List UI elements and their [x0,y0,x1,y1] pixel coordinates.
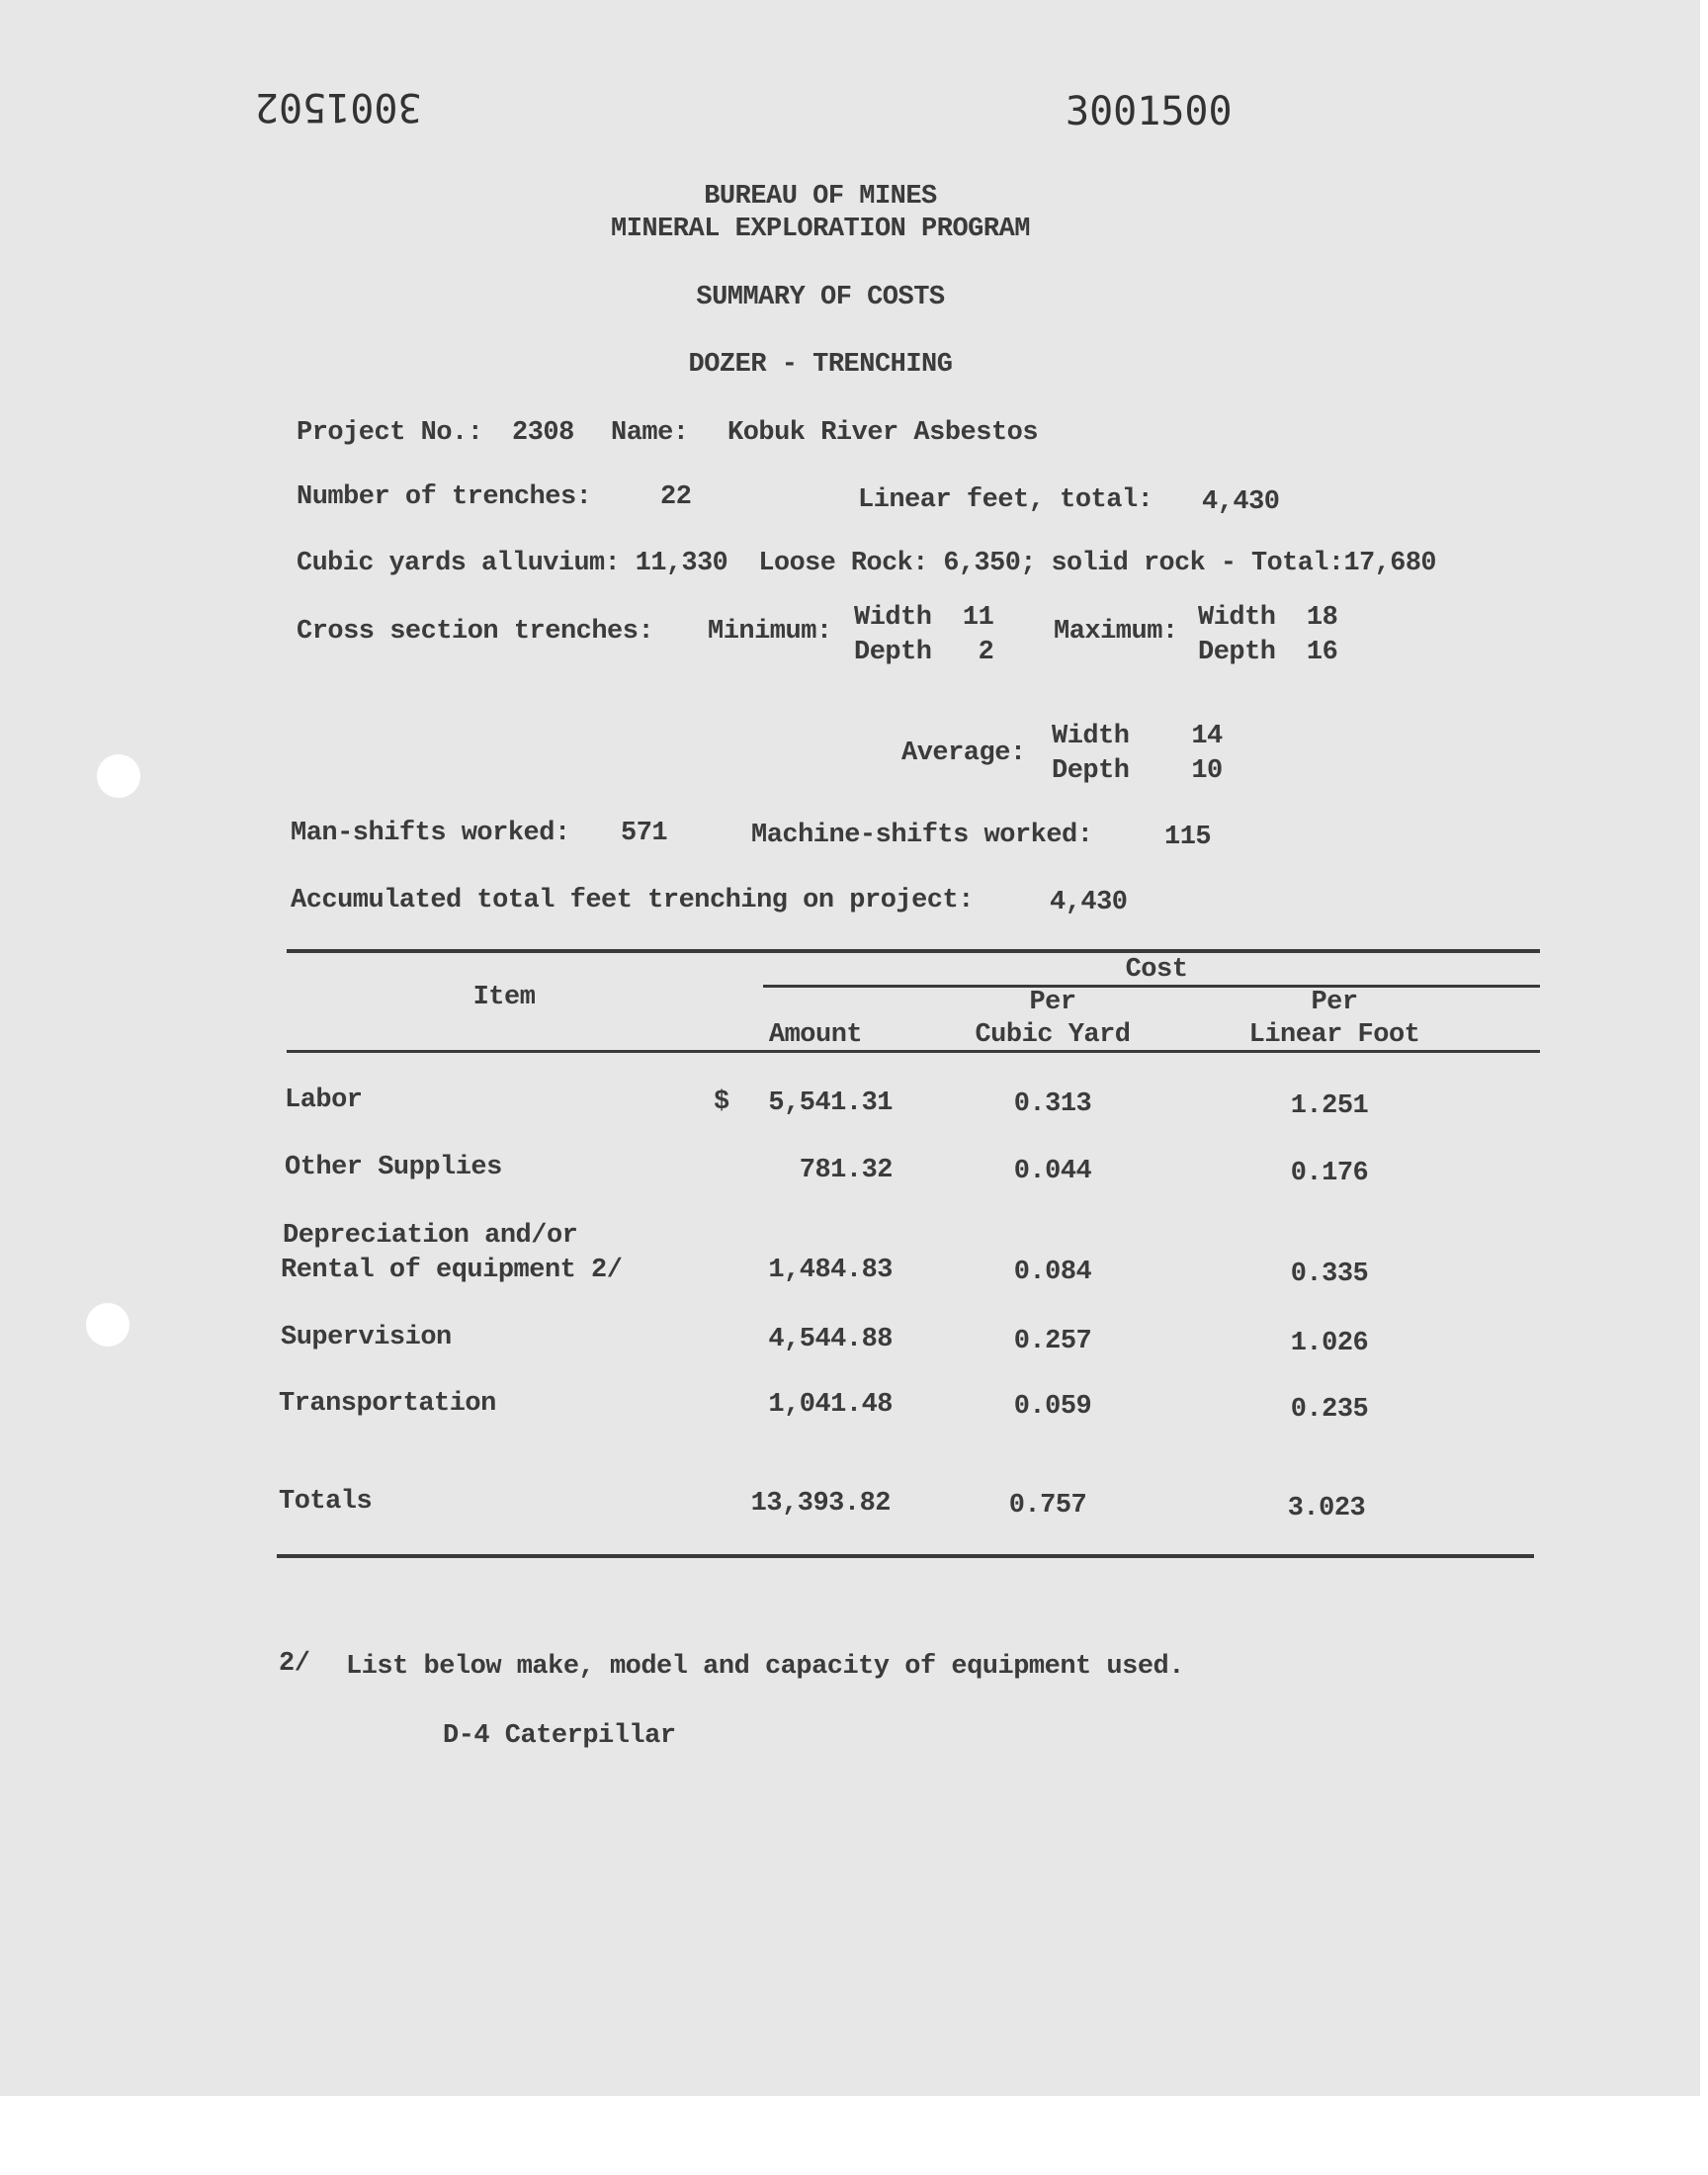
average-depth: Depth 10 [1052,756,1223,786]
header-summary: SUMMARY OF COSTS [696,283,945,312]
linear-feet-label: Linear feet, total: [858,485,1153,515]
punch-hole-upper [97,754,140,798]
header-item: Item [472,983,536,1012]
stamp-number-left: 3001502 [255,84,422,130]
maximum-label: Maximum: [1054,617,1178,647]
header-per-cubic-1: Per [1029,988,1076,1017]
header-per-linear-1: Per [1311,988,1358,1017]
row-per-linear-foot: 1.251 [1290,1091,1369,1121]
header-amount: Amount [768,1020,863,1050]
minimum-depth: Depth 2 [854,638,994,667]
totals-amount: 13,393.82 [750,1489,891,1519]
trenches-value: 22 [660,482,692,512]
average-label: Average: [901,739,1026,768]
table-bottom-rule [277,1554,1534,1558]
row-amount: 1,041.48 [768,1390,893,1420]
row-item-transportation: Transportation [279,1389,496,1419]
row-item-supervision: Supervision [281,1323,452,1352]
cubic-yards-line: Cubic yards alluvium: 11,330 Loose Rock: 6,350; solid rock - Total:17,680 [297,549,1436,578]
row-per-linear-foot: 0.335 [1290,1260,1369,1289]
totals-per-linear-foot: 3.023 [1287,1494,1366,1523]
row-amount: 781.32 [799,1156,893,1185]
machine-shifts-label: Machine-shifts worked: [751,821,1093,850]
linear-feet-value: 4,430 [1202,487,1280,517]
accumulated-value: 4,430 [1050,888,1128,917]
project-name-label: Name: [611,418,689,448]
header-section: DOZER - TRENCHING [688,350,953,380]
cost-rule [763,985,1540,988]
header-per-linear-2: Linear Foot [1248,1020,1420,1050]
stamp-number-right: 3001500 [1066,89,1233,134]
row-item-other-supplies: Other Supplies [285,1153,502,1182]
header-bottom-rule [287,1050,1540,1053]
table-top-rule [287,949,1540,953]
row-per-cubic-yard: 0.059 [1013,1392,1092,1422]
row-per-cubic-yard: 0.044 [1013,1157,1092,1186]
row-amount: 1,484.83 [768,1256,893,1285]
header-per-cubic-2: Cubic Yard [975,1020,1131,1050]
row-item-depreciation-2: Rental of equipment 2/ [281,1256,623,1285]
header-cost: Cost [1125,955,1188,985]
footnote-text: List below make, model and capacity of equipment used. [346,1652,1184,1682]
row-per-linear-foot: 0.176 [1290,1159,1369,1188]
row-per-cubic-yard: 0.257 [1013,1327,1092,1356]
minimum-label: Minimum: [708,617,832,647]
man-shifts-value: 571 [621,819,668,848]
punch-hole-lower [86,1303,129,1347]
header-program: MINERAL EXPLORATION PROGRAM [611,215,1030,244]
average-width: Width 14 [1052,722,1223,751]
totals-label: Totals [279,1487,373,1517]
accumulated-label: Accumulated total feet trenching on project: [291,886,974,915]
row-per-cubic-yard: 0.084 [1013,1258,1092,1287]
header-bureau: BUREAU OF MINES [704,182,937,212]
footnote-marker: 2/ [279,1649,310,1679]
project-name-value: Kobuk River Asbestos [727,418,1039,448]
cross-section-label: Cross section trenches: [297,617,654,647]
machine-shifts-value: 115 [1164,823,1212,852]
row-amount: 5,541.31 [768,1088,893,1118]
row-per-cubic-yard: 0.313 [1013,1089,1092,1119]
dollar-sign: $ [714,1088,729,1117]
minimum-width: Width 11 [854,603,994,633]
totals-per-cubic-yard: 0.757 [1008,1491,1087,1521]
equipment-used: D-4 Caterpillar [443,1721,676,1751]
row-per-linear-foot: 0.235 [1290,1395,1369,1425]
man-shifts-label: Man-shifts worked: [291,819,570,848]
project-no-label: Project No.: [297,418,483,448]
row-item-depreciation-1: Depreciation and/or [283,1221,578,1251]
row-amount: 4,544.88 [768,1325,893,1354]
row-item-labor: Labor [285,1086,363,1115]
maximum-depth: Depth 16 [1198,638,1338,667]
maximum-width: Width 18 [1198,603,1338,633]
project-no-value: 2308 [512,418,574,448]
row-per-linear-foot: 1.026 [1290,1329,1369,1358]
trenches-label: Number of trenches: [297,482,592,512]
